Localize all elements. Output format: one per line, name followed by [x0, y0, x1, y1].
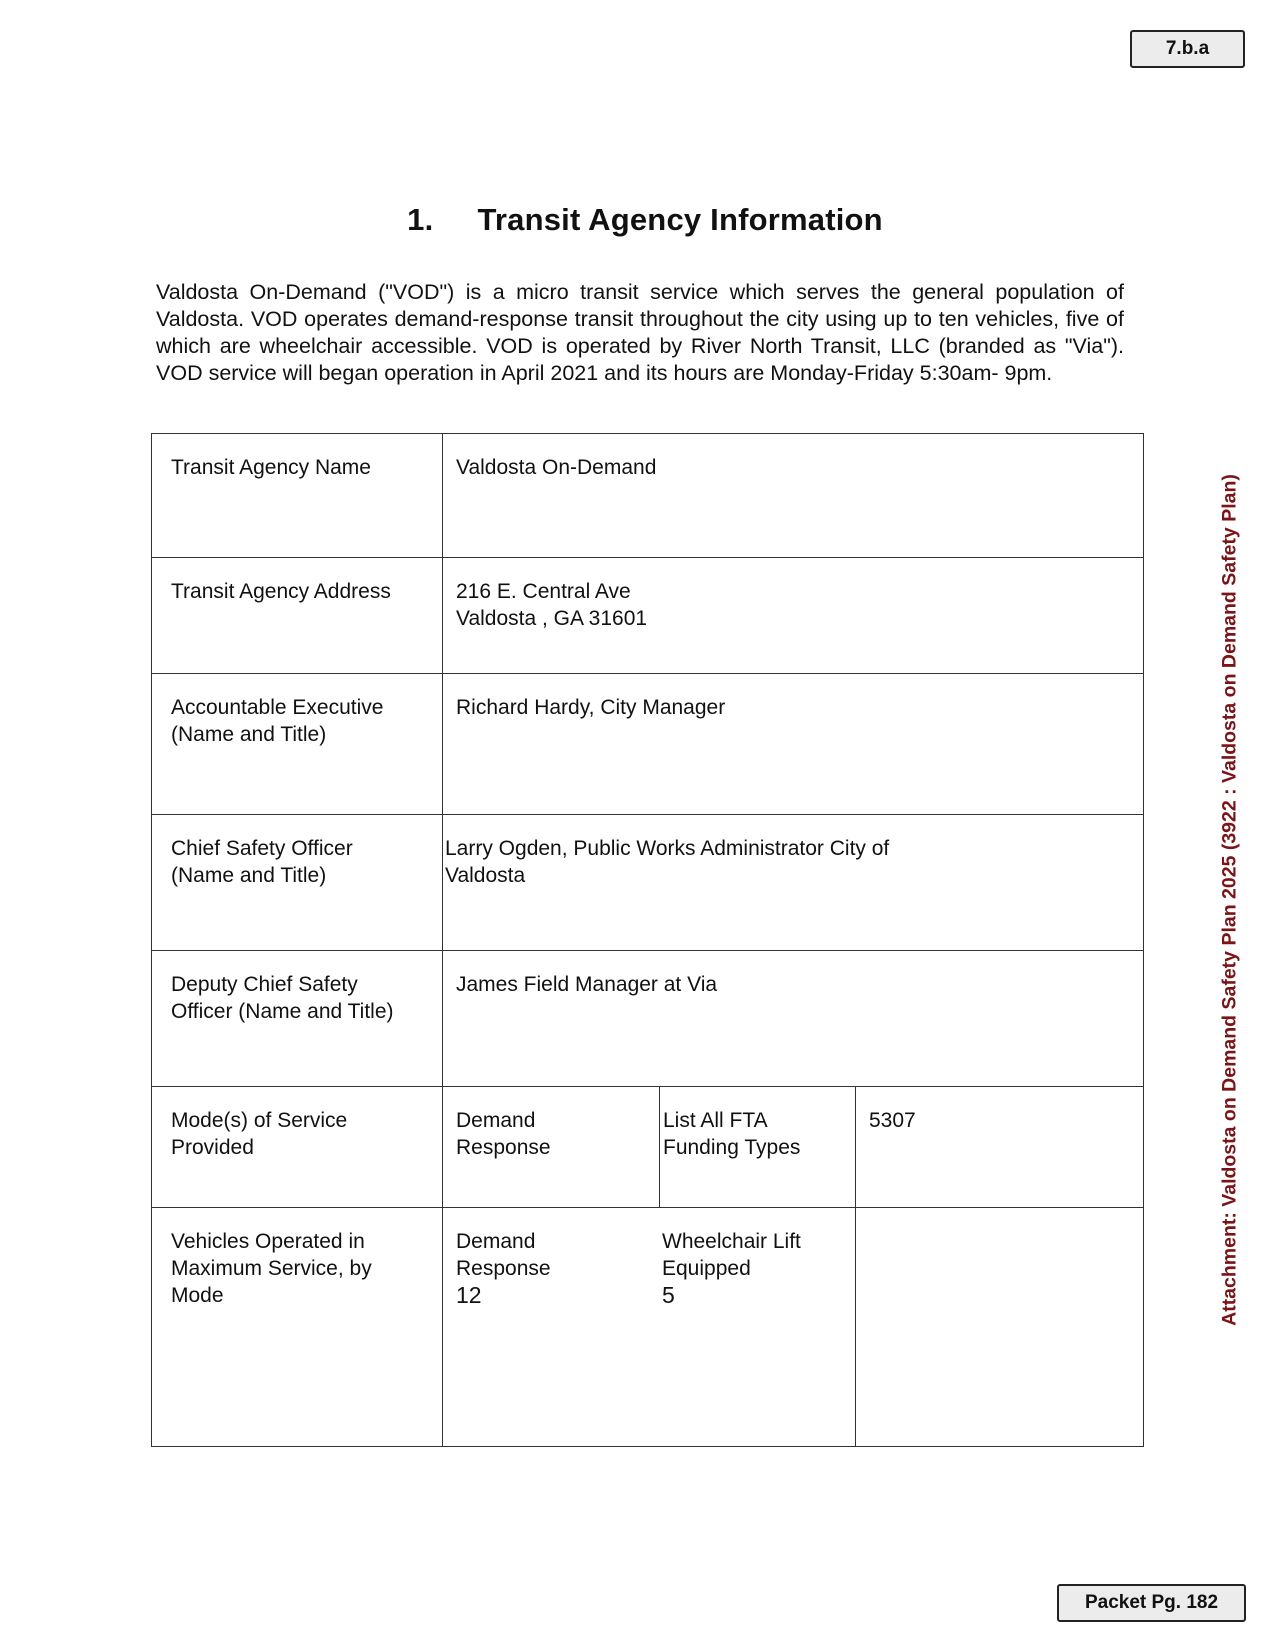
address-line-1: 216 E. Central Ave: [456, 580, 631, 603]
vehicles-empty-cell: [856, 1208, 1144, 1447]
wheelchair-lift-count: 5: [662, 1282, 675, 1308]
modes-label: Mode(s) of Service Provided: [152, 1087, 443, 1208]
table-row: [152, 951, 1144, 1087]
table-row: [152, 1087, 1144, 1208]
agency-address-label: Transit Agency Address: [152, 558, 443, 674]
chief-safety-officer-value: Larry Ogden, Public Works Administrator City of Valdosta: [443, 815, 1144, 951]
vehicles-label: Vehicles Operated in Maximum Service, by Mode: [152, 1208, 443, 1447]
table-row: [152, 558, 1144, 674]
section-title: Transit Agency Information: [477, 202, 883, 237]
intro-paragraph: Valdosta On-Demand ("VOD") is a micro transit service which serves the general population of Valdosta. VOD operates demand-response transit throughout the city using up to ten vehicles, five of which are wheelchair accessible. VOD is operated by River North Transit, LLC (branded as "Via"). VOD service will began operation in April 2021 and its hours are Monday-Friday 5:30am- 9pm.: [156, 280, 1124, 385]
vehicles-mode-count: 12: [456, 1282, 482, 1308]
vehicles-value: [443, 1208, 856, 1447]
agency-address-value: [443, 558, 1144, 674]
attachment-sidebar-text: Attachment: Valdosta on Demand Safety Plan 2025 (3922 : Valdosta on Demand Safety Plan): [1218, 474, 1241, 1326]
section-number: 1.: [407, 202, 434, 237]
wheelchair-lift-label: Wheelchair Lift Equipped: [662, 1230, 801, 1280]
address-line-2: Valdosta , GA 31601: [456, 607, 648, 630]
deputy-chief-safety-officer-label: Deputy Chief Safety Officer (Name and Title): [152, 951, 443, 1087]
agency-info-table: [151, 433, 1144, 1447]
accountable-executive-label: Accountable Executive (Name and Title): [152, 674, 443, 815]
packet-page-tag: Packet Pg. 182: [1057, 1584, 1246, 1622]
table-row: [152, 674, 1144, 815]
vehicles-mode-label: Demand Response: [456, 1230, 551, 1280]
table-row: [152, 434, 1144, 558]
funding-types-label: List All FTA Funding Types: [660, 1087, 856, 1208]
agency-name-value: Valdosta On-Demand: [443, 434, 1144, 558]
funding-types-value: 5307: [856, 1087, 1144, 1208]
table-row: [152, 1208, 1144, 1447]
attachment-tag: 7.b.a: [1130, 30, 1245, 68]
deputy-chief-safety-officer-value: James Field Manager at Via: [443, 951, 1144, 1087]
page-title: [0, 202, 1275, 238]
accountable-executive-value: Richard Hardy, City Manager: [443, 674, 1144, 815]
mode-value: Demand Response: [443, 1087, 660, 1208]
chief-safety-officer-label: Chief Safety Officer (Name and Title): [152, 815, 443, 951]
table-row: [152, 815, 1144, 951]
agency-name-label: Transit Agency Name: [152, 434, 443, 558]
